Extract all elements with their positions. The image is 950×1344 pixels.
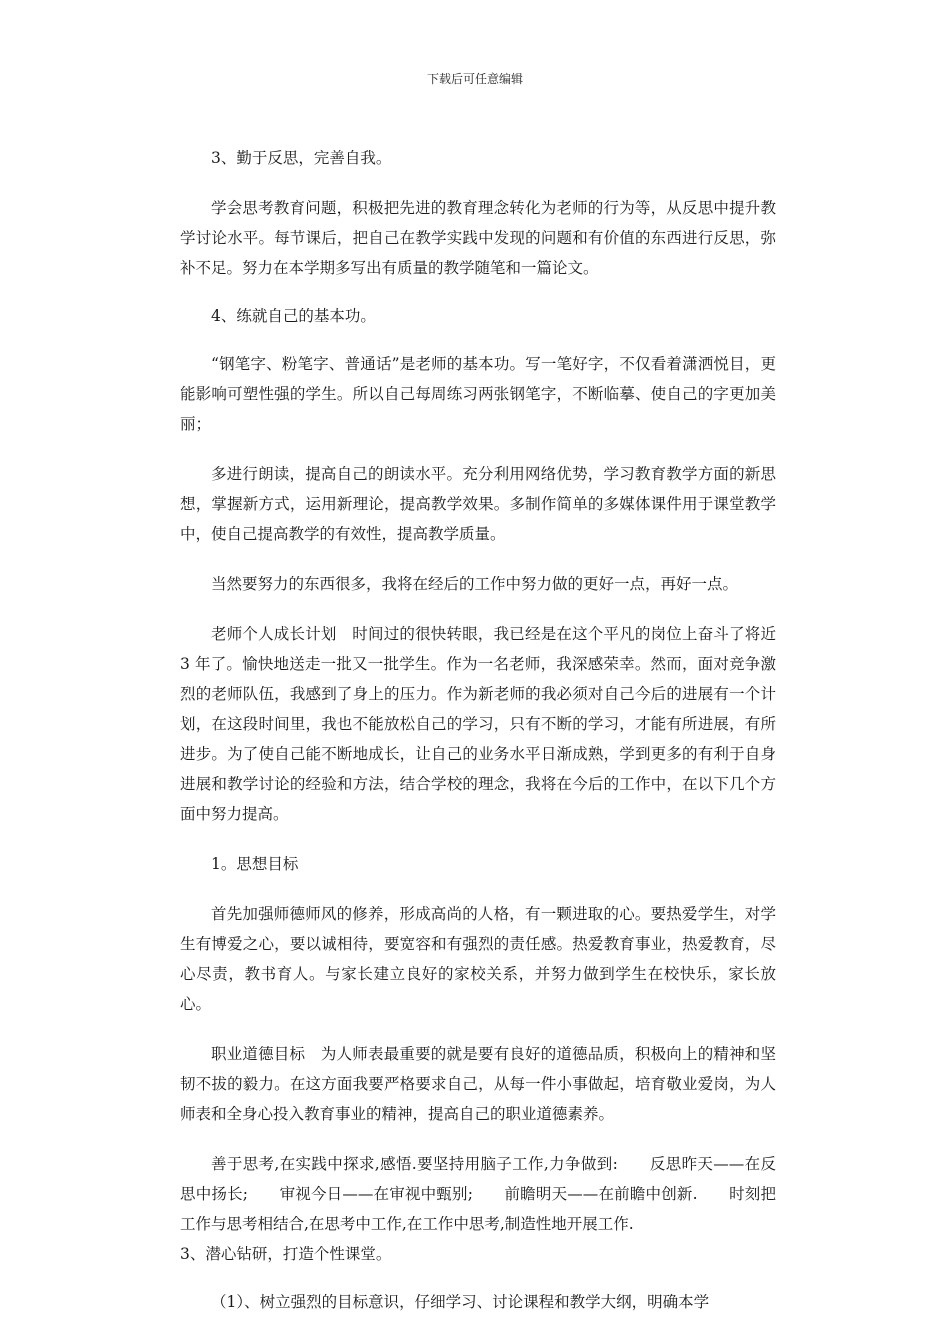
paragraph-goal-awareness: （1）、树立强烈的目标意识，仔细学习、讨论课程和教学大纲，明确本学	[211, 1293, 710, 1311]
section-heading-classroom: 3、潜心钻研，打造个性课堂。	[180, 1245, 392, 1263]
section-heading-thought-goal: 1。思想目标	[211, 855, 299, 873]
section-heading-basic-skills: 4、练就自己的基本功。	[211, 307, 376, 325]
paragraph-growth-plan: 老师个人成长计划 时间过的很快转眼，我已经是在这个平凡的岗位上奋斗了将近3 年了。愉快地送走一批又一批学生。作为一名老师，我深感荣幸。然而，面对竞争激烈的老师队伍，我感到了身上的压力。作为新老师的我必须对自己今后的进展有一个计划，在这段时间里，我也不能放松自己的学习，只有不断的学习，才能有所进展，有所进步。为了使自己能不断地成长，让自己的业务水平日渐成熟，学到更多的有利于自身进展和教学讨论的经验和方法，结合学校的理念，我将在今后的工作中，在以下几个方面中努力提高。	[180, 625, 776, 823]
paragraph-effort: 当然要努力的东西很多，我将在经后的工作中努力做的更好一点，再好一点。	[211, 575, 739, 593]
paragraph-ethics: 首先加强师德师风的修养，形成高尚的人格，有一颗进取的心。要热爱学生，对学生有博爱之心，要以诚相待，要宽容和有强烈的责任感。热爱教育事业，热爱教育，尽心尽责，教书育人。与家长建立良好的家校关系，并努力做到学生在校快乐，家长放心。	[180, 905, 776, 1013]
paragraph-thinking: 善于思考,在实践中探求,感悟.要坚持用脑子工作,力争做到: 反思昨天——在反思中扬长; 审视今日——在审视中甄别; 前瞻明天——在前瞻中创新. 时刻把工作与思考相结合,在思考中工作,在工作中思考,制造性地开展工作.	[180, 1155, 776, 1233]
paragraph-professional-ethics: 职业道德目标 为人师表最重要的就是要有良好的道德品质，积极向上的精神和坚韧不拔的毅力。在这方面我要严格要求自己，从每一件小事做起，培育敬业爱岗，为人师表和全身心投入教育事业的精神，提高自己的职业道德素养。	[180, 1045, 776, 1123]
section-heading-reflection: 3、勤于反思，完善自我。	[211, 149, 392, 167]
document-body	[180, 143, 776, 1317]
paragraph-handwriting: “钢笔字、粉笔字、普通话”是老师的基本功。写一笔好字，不仅看着潇洒悦目，更能影响可塑性强的学生。所以自己每周练习两张钢笔字，不断临摹、使自己的字更加美丽；	[180, 355, 776, 433]
page-header: 下载后可任意编辑	[426, 72, 523, 86]
paragraph-reflection: 学会思考教育问题，积极把先进的教育理念转化为老师的行为等，从反思中提升教学讨论水平。每节课后，把自己在教学实践中发现的问题和有价值的东西进行反思，弥补不足。努力在本学期多写出有质量的教学随笔和一篇论文。	[180, 199, 776, 277]
paragraph-reading: 多进行朗读，提高自己的朗读水平。充分利用网络优势，学习教育教学方面的新思想，掌握新方式，运用新理论，提高教学效果。多制作简单的多媒体课件用于课堂教学中，使自己提高教学的有效性，提高教学质量。	[180, 465, 776, 543]
